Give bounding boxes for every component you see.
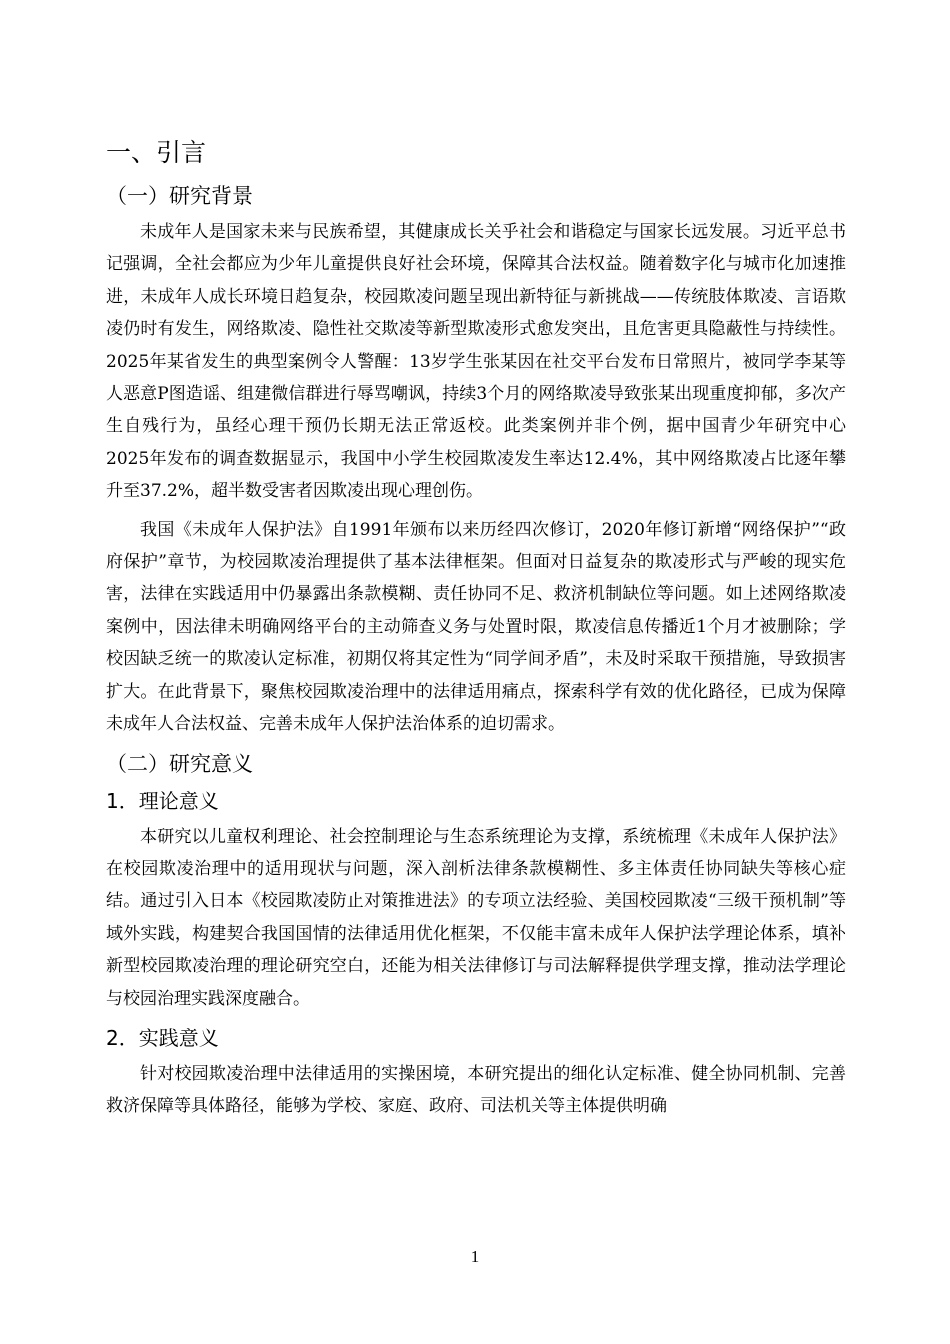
section-heading-background: （一）研究背景: [106, 184, 253, 208]
body-paragraph: 未成年人是国家未来与民族希望，其健康成长关乎社会和谐稳定与国家长远发展。习近平总书记强调，全社会都应为少年儿童提供良好社会环境，保障其合法权益。随着数字化与城市化加速推进，未成年人成长环境日趋复杂，校园欺凌问题呈现出新特征与新挑战——传统肢体欺凌、言语欺凌仍时有发生，网络欺凌、隐性社交欺凌等新型欺凌形式愈发突出，且危害更具隐蔽性与持续性。2025年某省发生的典型案例令人警醒：13岁学生张某因在社交平台发布日常照片，被同学李某等人恶意P图造谣、组建微信群进行辱骂嘲讽，持续3个月的网络欺凌导致张某出现重度抑郁，多次产生自残行为，虽经心理干预仍长期无法正常返校。此类案例并非个例，据中国青少年研究中心2025年发布的调查数据显示，我国中小学生校园欺凌发生率达12.4%，其中网络欺凌占比逐年攀升至37.2%，超半数受害者因欺凌出现心理创伤。: [106, 222, 846, 502]
subsection-heading-theory: 1．理论意义: [106, 788, 219, 813]
subsection-heading-practice: 2．实践意义: [106, 1025, 219, 1050]
section-heading-significance: （二）研究意义: [106, 751, 253, 776]
chapter-heading: 一、引言: [106, 138, 207, 167]
body-paragraph: 本研究以儿童权利理论、社会控制理论与生态系统理论为支撑，系统梳理《未成年人保护法》在校园欺凌治理中的适用现状与问题，深入剖析法律条款模糊性、多主体责任协同缺失等核心症结。通过引入日本《校园欺凌防止对策推进法》的专项立法经验、美国校园欺凌“三级干预机制”等域外实践，构建契合我国国情的法律适用优化框架，不仅能丰富未成年人保护法学理论体系，填补新型校园欺凌治理的理论研究空白，还能为相关法律修订与司法解释提供学理支撑，推动法学理论与校园治理实践深度融合。: [106, 826, 846, 1009]
body-paragraph: 针对校园欺凌治理中法律适用的实操困境，本研究提出的细化认定标准、健全协同机制、完善救济保障等具体路径，能够为学校、家庭、政府、司法机关等主体提供明确: [106, 1063, 846, 1117]
document-body: [106, 133, 846, 1129]
page-number: 1: [470, 1247, 480, 1266]
body-paragraph: 我国《未成年人保护法》自1991年颁布以来历经四次修订，2020年修订新增“网络保护”“政府保护”章节，为校园欺凌治理提供了基本法律框架。但面对日益复杂的欺凌形式与严峻的现实危害，法律在实践适用中仍暴露出条款模糊、责任协同不足、救济机制缺位等问题。如上述网络欺凌案例中，因法律未明确网络平台的主动筛查义务与处置时限，欺凌信息传播近1个月才被删除；学校因缺乏统一的欺凌认定标准，初期仅将其定性为“同学间矛盾”，未及时采取干预措施，导致损害扩大。在此背景下，聚焦校园欺凌治理中的法律适用痛点，探索科学有效的优化路径，已成为保障未成年人合法权益、完善未成年人保护法治体系的迫切需求。: [106, 519, 846, 735]
